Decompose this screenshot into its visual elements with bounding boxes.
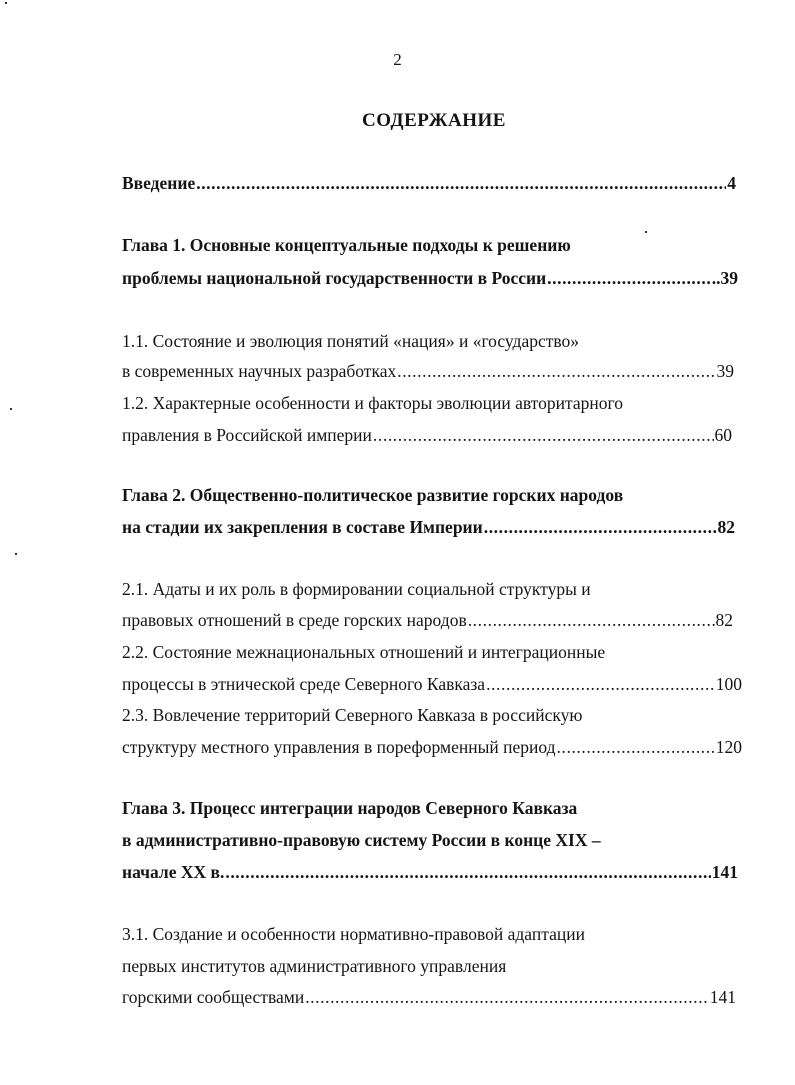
toc-page-number: 82	[715, 610, 733, 630]
chapter-title-line: Глава 1. Основные концептуальные подходы к решению	[122, 235, 571, 255]
dot-leader	[484, 516, 717, 538]
toc-entry-chapter-3	[122, 861, 738, 883]
dot-leader	[486, 673, 715, 695]
scan-speck	[645, 231, 647, 233]
section-title-line: 2.3. Вовлечение территорий Северного Кавказа в российскую	[122, 705, 583, 725]
toc-entry-label: начале XX в.	[122, 862, 225, 882]
section-title-line: 3.1. Создание и особенности нормативно-правовой адаптации	[122, 924, 585, 944]
toc-page-number: 82	[717, 517, 735, 537]
dot-leader	[305, 986, 709, 1008]
toc-entry-label: правовых отношений в среде горских народов	[122, 610, 467, 630]
dot-leader	[547, 267, 711, 289]
toc-entry-section-1-2	[122, 424, 732, 446]
toc-entry-section-1-1	[122, 360, 734, 382]
toc-entry-chapter-2	[122, 516, 735, 538]
toc-title: СОДЕРЖАНИЕ	[362, 110, 506, 131]
toc-entry-section-2-2	[122, 673, 742, 695]
toc-entry-label: структуру местного управления в пореформенный период	[122, 737, 556, 757]
section-title-line: 1.2. Характерные особенности и факторы эволюции авторитарного	[122, 393, 623, 413]
toc-entry-label: горскими сообществами	[122, 987, 305, 1007]
toc-entry-label: на стадии их закрепления в составе Империи	[122, 517, 483, 537]
toc-entry-section-2-1	[122, 609, 733, 631]
toc-entry-label: правления в Российской империи	[122, 425, 372, 445]
toc-page-number: 141	[709, 987, 736, 1007]
toc-entry-label: в современных научных разработках	[122, 361, 397, 381]
toc-entry-label: Введение	[122, 173, 196, 193]
dot-leader	[397, 360, 715, 382]
dot-leader	[468, 609, 715, 631]
toc-entry-section-3-1	[122, 986, 736, 1008]
toc-entry-intro	[122, 172, 736, 194]
toc-page-number: 4	[727, 173, 736, 193]
section-title-line: 1.1. Состояние и эволюция понятий «нация» и «государство»	[122, 331, 580, 351]
dot-leader	[557, 736, 715, 758]
page-number: 2	[393, 50, 402, 69]
toc-entry-chapter-1	[122, 267, 738, 289]
toc-entry-label: процессы в этнической среде Северного Кавказа	[122, 674, 486, 694]
chapter-title-line: Глава 3. Процесс интеграции народов Северного Кавказа	[122, 798, 578, 818]
scan-speck	[15, 553, 17, 555]
dot-leader	[373, 424, 714, 446]
toc-entry-label: проблемы национальной государственности в России	[122, 268, 547, 288]
chapter-title-line: Глава 2. Общественно-политическое развитие горских народов	[122, 485, 624, 505]
section-title-line: 2.1. Адаты и их роль в формировании социальной структуры и	[122, 579, 591, 599]
scan-speck	[10, 408, 12, 410]
toc-page-number: 60	[714, 425, 732, 445]
dot-leader	[225, 861, 710, 883]
toc-page-number: 120	[715, 737, 742, 757]
toc-page-number: 100	[715, 674, 742, 694]
toc-page-number: 141	[711, 862, 738, 882]
toc-entry-section-2-3	[122, 736, 742, 758]
section-title-line: первых институтов административного управления	[122, 956, 507, 976]
section-title-line: 2.2. Состояние межнациональных отношений и интеграционные	[122, 642, 606, 662]
toc-page-number: ..39	[711, 268, 738, 288]
scan-speck	[5, 2, 7, 4]
dot-leader	[196, 172, 726, 194]
chapter-title-line: в административно-правовую систему России в конце XIX –	[122, 830, 601, 850]
toc-page-number: 39	[716, 361, 734, 381]
